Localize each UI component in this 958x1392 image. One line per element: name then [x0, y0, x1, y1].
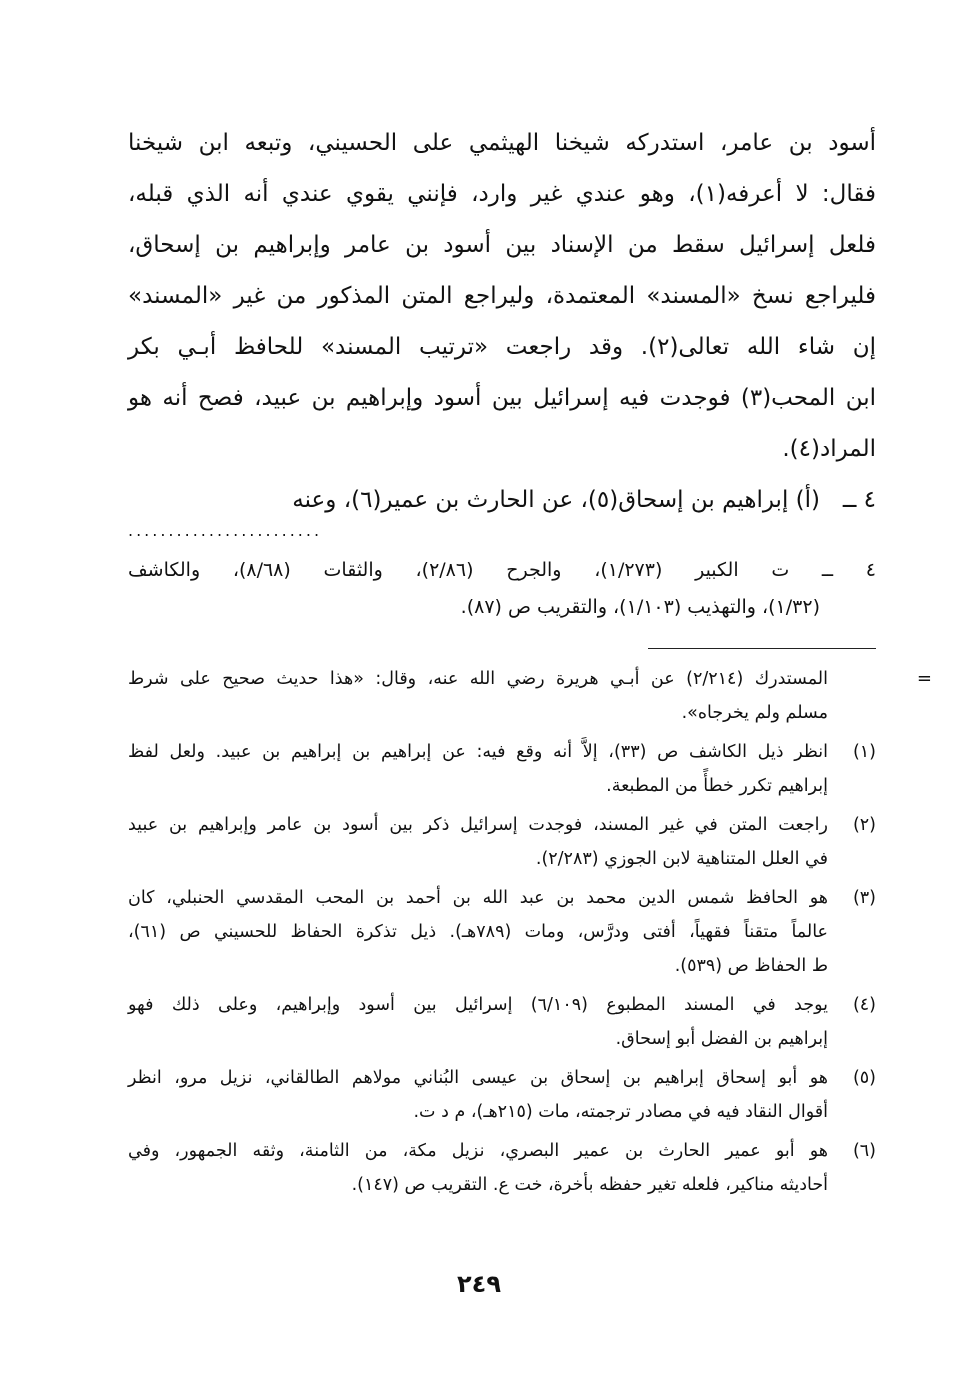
footnote-text: [128, 735, 828, 803]
footnotes: [128, 662, 932, 1207]
footnote-text: [128, 662, 828, 730]
footnote-line: هو أبو إسحاق إبراهيم بن إسحاق بن عيسى البُناني مولاهم الطالقاني، نزيل مرو، انظر: [128, 1068, 828, 1088]
footnote-number: (١): [852, 742, 876, 762]
footnote-text: [128, 1134, 828, 1202]
footnote-separator: [648, 648, 876, 649]
footnote-text: [128, 881, 828, 983]
footnote-number: (٢): [852, 815, 876, 835]
footnote-item: [128, 662, 876, 730]
footnote-line: إبراهيم بن الفضل أبو إسحاق.: [615, 1029, 828, 1049]
footnote-line: انظر ذيل الكاشف ص (٣٣)، إلاَّ أنه وقع فيه: عن إبراهيم بن إبراهيم بن عبيد. ولعل لفظ: [128, 742, 828, 762]
footnote-line: عالماً متقناً فقهياً، أفتى ودرَّس، ومات (٧٨٩هـ). ذيل تذكرة الحفاظ للحسيني ص (٦١)،: [128, 922, 829, 942]
footnote-line: مسلم ولم يخرجاه».: [681, 703, 828, 723]
main-line: المراد(٤).: [782, 436, 876, 462]
ellipsis-dots: ........................: [128, 521, 323, 540]
source-note-line: (١/٣٢)، والتهذيب (١/١٠٣)، والتقريب ص (٨٧).: [460, 596, 820, 618]
main-line: فلعل إسرائيل سقط من الإسناد بين أسود بن عامر وإبراهيم بن إسحاق،: [128, 232, 876, 258]
footnote-item: [128, 1061, 876, 1129]
footnote-line: المستدرك (٢/٢١٤) عن أبـي هريرة رضي الله عنه، وقال: «هذا حديث صحيح على شرط: [128, 669, 828, 689]
footnote-line: إبراهيم تكرر خطأً من المطبعة.: [606, 776, 828, 796]
source-note-line: ٤ ــ ت الكبير (١/٢٧٣)، والجرح (٢/٨٦)، والثقات (٨/٦٨)، والكاشف: [128, 559, 876, 581]
footnote-line: أحاديثه مناكير، فلعله تغير حفظه بأخرة، خت ع. التقريب ص (١٤٧).: [351, 1175, 828, 1195]
main-paragraph: [128, 118, 876, 475]
footnote-number: (٦): [852, 1141, 876, 1161]
entry-heading: [128, 475, 876, 526]
footnote-line: يوجد في المسند المطبوع (٦/١٠٩) إسرائيل بين أسود وإبراهيم، وعلى ذلك فهو: [128, 995, 829, 1015]
footnote-number: (٤): [852, 995, 876, 1015]
footnote-line: هو الحافظ شمس الدين محمد بن عبد الله بن أحمد بن المحب المقدسي الحنبلي، كان: [128, 888, 828, 908]
footnote-line: أقوال النقاد فيه في مصادر ترجمته، مات (٢١٥هـ)، م د ت.: [413, 1102, 828, 1122]
footnote-item: [128, 1134, 876, 1202]
footnote-line: هو أبو عمير الحارث بن عمير البصري، نزيل مكة، من الثامنة، وثقه الجمهور، وفي: [128, 1141, 828, 1161]
footnote-line: ط الحفاظ ص (٥٣٩).: [674, 956, 828, 976]
main-line: ابن المحب(٣) فوجدت فيه إسرائيل بين أسود وإبراهيم بن عبيد، فصح أنه هو: [128, 385, 876, 411]
continuation-mark: =: [916, 668, 932, 689]
footnote-number: (٥): [852, 1068, 876, 1088]
footnote-number: [828, 662, 876, 730]
footnote-number: (٣): [852, 888, 876, 908]
source-note: [128, 552, 876, 626]
footnote-text: [128, 1061, 828, 1129]
footnote-line: في العلل المتناهية لابن الجوزي (٢/٢٨٣).: [535, 849, 828, 869]
main-line: أسود بن عامر، استدركه شيخنا الهيثمي على الحسيني، وتبعه ابن شيخنا: [128, 130, 876, 156]
main-line: فليراجع نسخ «المسند» المعتمدة، وليراجع المتن المذكور من غير «المسند»: [128, 283, 876, 309]
main-text: [128, 118, 876, 626]
main-line: إن شاء الله تعالى(٢). وقد راجعت «ترتيب المسند» للحافظ أبـي بكر: [128, 334, 876, 360]
footnote-text: [128, 988, 828, 1056]
page-number: ٢٤٩: [457, 1270, 501, 1298]
footnote-item: [128, 808, 876, 876]
entry-text: (أ) إبراهيم بن إسحاق(٥)، عن الحارث بن عمير(٦)، وعنه: [292, 487, 820, 513]
footnote-text: [128, 808, 828, 876]
footnote-item: [128, 735, 876, 803]
entry-number: ٤ ــ: [842, 487, 876, 513]
footnote-line: راجعت المتن في غير المسند، فوجدت إسرائيل ذكر بين أسود بن عامر وإبراهيم بن عبيد: [128, 815, 828, 835]
footnote-item: [128, 988, 876, 1056]
main-line: فقال: لا أعرفه(١)، وهو عندي غير وارد، فإنني يقوي عندي أنه الذي قبله،: [128, 181, 876, 207]
footnote-item: [128, 881, 876, 983]
